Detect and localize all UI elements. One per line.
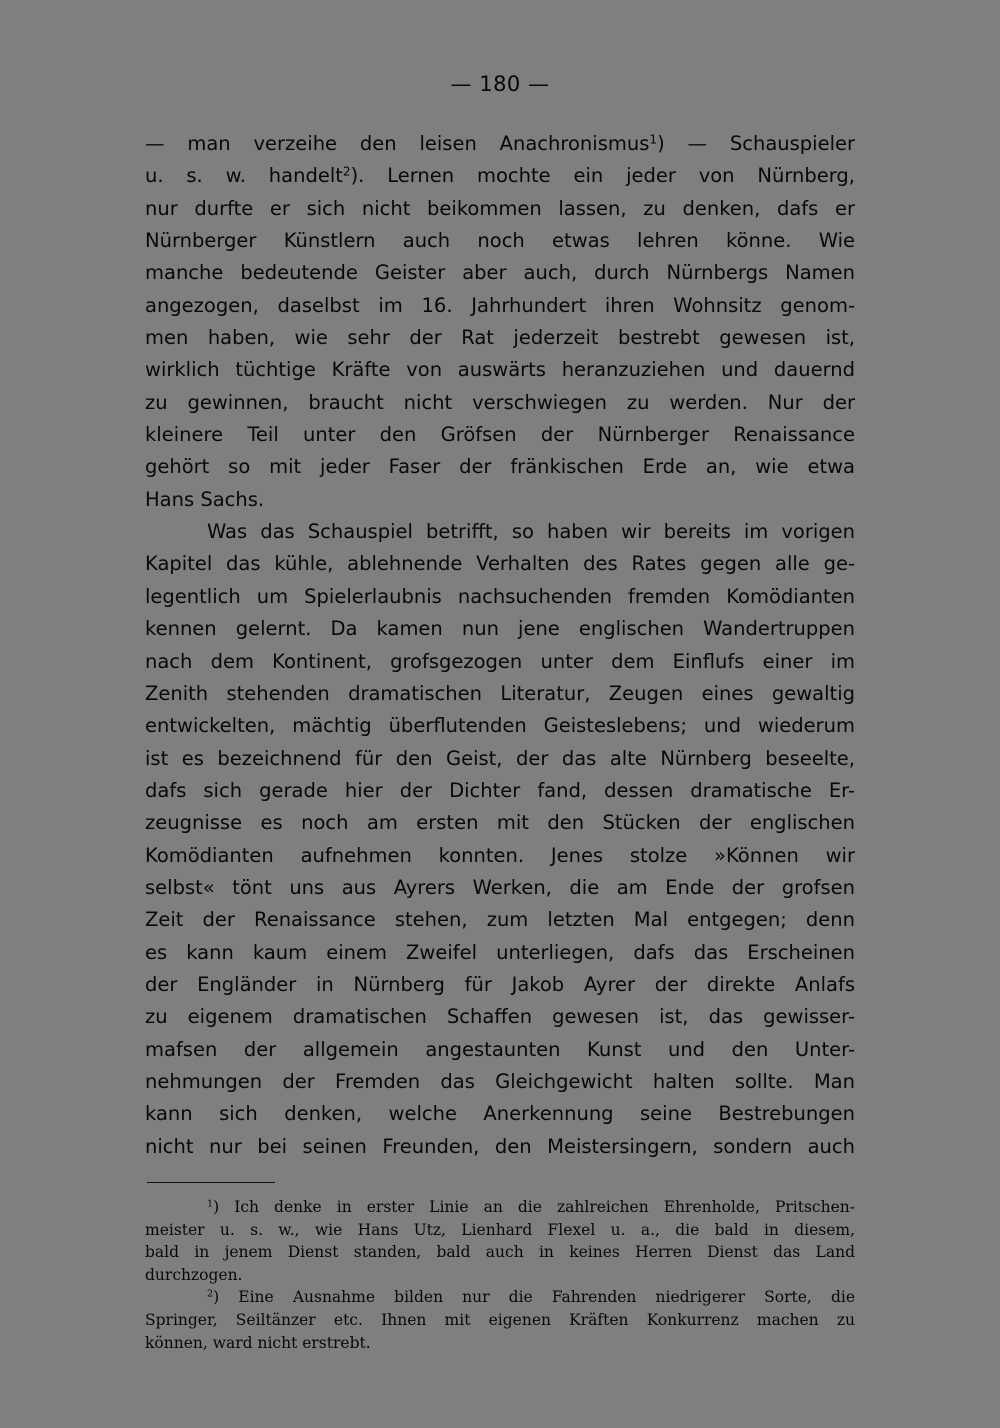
- text-line: [145, 225, 855, 257]
- footnote-text: durchzogen.: [145, 1265, 243, 1284]
- text-run: entwickelten, mächtig überflutenden Geisteslebens; und wiederum: [145, 714, 855, 738]
- text-line: [145, 775, 855, 807]
- text-line: [145, 257, 855, 289]
- footnote-marker: 1: [207, 1198, 214, 1210]
- text-line: [145, 516, 855, 548]
- text-run: men haben, wie sehr der Rat jederzeit bestrebt gewesen ist,: [145, 326, 855, 350]
- footnote-line: [145, 1219, 855, 1242]
- text-run: legentlich um Spielerlaubnis nachsuchenden fremden Komödianten: [145, 584, 855, 608]
- text-line: [145, 937, 855, 969]
- footnote-line: [145, 1241, 855, 1264]
- text-run: zu gewinnen, braucht nicht verschwiegen zu werden. Nur der: [145, 390, 855, 414]
- text-run: Komödianten aufnehmen konnten. Jenes stolze »Können wir: [145, 843, 855, 867]
- text-run: zu eigenem dramatischen Schaffen gewesen ist, das gewisser-: [145, 1005, 855, 1029]
- main-text: [145, 128, 855, 1163]
- footnote-text: ) Ich denke in erster Linie an die zahlreichen Ehrenholde, Pritschen-: [213, 1198, 855, 1216]
- text-run: ist es bezeichnend für den Geist, der das alte Nürnberg beseelte,: [145, 746, 855, 770]
- text-line: [145, 743, 855, 775]
- text-line: [145, 1001, 855, 1033]
- text-line: [145, 387, 855, 419]
- text-run: es kann kaum einem Zweifel unterliegen, dafs das Erscheinen: [145, 940, 855, 964]
- text-line: [145, 969, 855, 1001]
- text-line: [145, 1034, 855, 1066]
- text-run: manche bedeutende Geister aber auch, durch Nürnbergs Namen: [145, 261, 855, 285]
- footnote-text: bald in jenem Dienst standen, bald auch in keines Herren Dienst das Land: [145, 1243, 855, 1262]
- text-line: [145, 419, 855, 451]
- text-run: ). Lernen mochte ein jeder von Nürnberg,: [350, 164, 855, 188]
- text-run: Zenith stehenden dramatischen Literatur, Zeugen eines gewaltig: [145, 681, 855, 705]
- text-line: [145, 840, 855, 872]
- text-line: [145, 646, 855, 678]
- text-line: [145, 807, 855, 839]
- text-run: der Engländer in Nürnberg für Jakob Ayrer der direkte Anlafs: [145, 972, 855, 996]
- text-line: [145, 1131, 855, 1163]
- text-run: nur durfte er sich nicht beikommen lassen, zu denken, dafs er: [145, 196, 855, 220]
- text-line: [145, 678, 855, 710]
- text-line: [145, 613, 855, 645]
- text-line: [145, 581, 855, 613]
- text-run: ) — Schauspieler: [657, 132, 856, 155]
- text-line: [145, 451, 855, 483]
- text-run: nehmungen der Fremden das Gleichgewicht halten sollte. Man: [145, 1069, 855, 1093]
- text-run: wirklich tüchtige Kräfte von auswärts heranzuziehen und dauernd: [145, 358, 855, 382]
- text-line: [145, 290, 855, 322]
- text-run: angezogen, daselbst im 16. Jahrhundert ihren Wohnsitz genom-: [145, 293, 855, 317]
- text-run: kleinere Teil unter den Gröfsen der Nürnberger Renaissance: [145, 423, 855, 447]
- footnote-line: [145, 1196, 855, 1219]
- footnote-marker: 2: [207, 1289, 214, 1301]
- text-run: zeugnisse es noch am ersten mit den Stücken der englischen: [145, 811, 855, 835]
- footnote-line: [145, 1286, 855, 1309]
- text-run: nicht nur bei seinen Freunden, den Meistersingern, sondern auch: [145, 1134, 855, 1158]
- footnote-line: [145, 1264, 855, 1287]
- text-run: Zeit der Renaissance stehen, zum letzten Mal entgegen; denn: [145, 908, 855, 932]
- text-line: [145, 1066, 855, 1098]
- text-run: Kapitel das kühle, ablehnende Verhalten des Rates gegen alle ge-: [145, 552, 855, 576]
- footnote-text: Springer, Seiltänzer etc. Ihnen mit eigenen Kräften Konkurrenz machen zu: [145, 1310, 855, 1329]
- text-run: mafsen der allgemein angestaunten Kunst und den Unter-: [145, 1037, 855, 1061]
- text-line: [145, 193, 855, 225]
- footnote-text: meister u. s. w., wie Hans Utz, Lienhard Flexel u. a., die bald in diesem,: [145, 1220, 855, 1239]
- text-line: [145, 128, 855, 160]
- footnotes: [145, 1196, 855, 1354]
- text-line: [145, 322, 855, 354]
- footnote-text: können, ward nicht erstrebt.: [145, 1333, 371, 1352]
- page-number: — 180 —: [450, 72, 550, 96]
- text-run: Hans Sachs.: [145, 487, 265, 511]
- footnote-line: [145, 1309, 855, 1332]
- text-line: [145, 160, 855, 192]
- text-line: [145, 548, 855, 580]
- text-run: dafs sich gerade hier der Dichter fand, dessen dramatische Er-: [145, 778, 855, 802]
- text-run: kann sich denken, welche Anerkennung seine Bestrebungen: [145, 1102, 855, 1126]
- text-run: nach dem Kontinent, grofsgezogen unter dem Einflufs einer im: [145, 649, 855, 673]
- text-line: [145, 904, 855, 936]
- footnote-ref: 1: [649, 132, 658, 147]
- text-run: selbst« tönt uns aus Ayrers Werken, die am Ende der grofsen: [145, 875, 855, 899]
- text-run: — man verzeihe den leisen Anachronismus: [145, 132, 650, 155]
- text-run: u. s. w. handelt: [145, 164, 343, 188]
- text-line: [145, 710, 855, 742]
- text-line: [145, 1098, 855, 1130]
- footnote-text: ) Eine Ausnahme bilden nur die Fahrenden niedrigerer Sorte, die: [213, 1288, 855, 1307]
- text-line: [145, 872, 855, 904]
- text-run: Nürnberger Künstlern auch noch etwas lehren könne. Wie: [145, 229, 855, 253]
- footnote-ref: 2: [342, 164, 351, 179]
- text-line: [145, 484, 855, 516]
- footnote-line: [145, 1332, 855, 1355]
- footnote-separator: [147, 1182, 275, 1183]
- text-line: [145, 354, 855, 386]
- text-run: Was das Schauspiel betrifft, so haben wir bereits im vorigen: [207, 520, 855, 544]
- text-run: kennen gelernt. Da kamen nun jene englischen Wandertruppen: [145, 617, 855, 641]
- text-run: gehört so mit jeder Faser der fränkischen Erde an, wie etwa: [145, 455, 855, 479]
